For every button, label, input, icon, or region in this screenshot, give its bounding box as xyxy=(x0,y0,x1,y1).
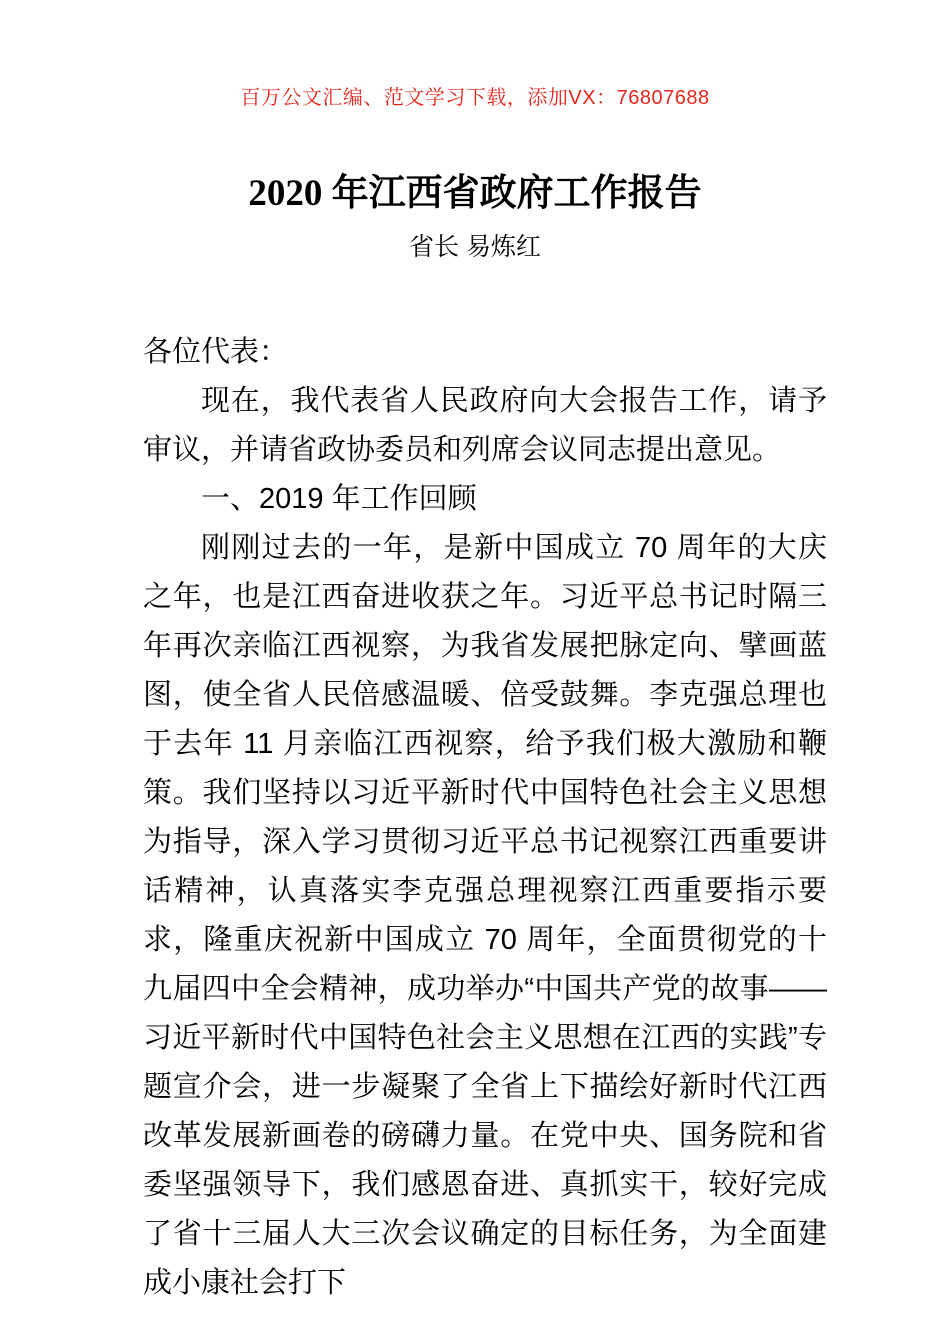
document-body xyxy=(143,328,827,1308)
document-title: 2020 年江西省政府工作报告 xyxy=(248,173,702,214)
promo-text: 百万公文汇编、范文学习下载，添加VX：76807688 xyxy=(240,87,710,109)
promo-banner xyxy=(0,0,950,112)
paragraph-review-body: 刚刚过去的一年，是新中国成立 70 周年的大庆之年，也是江西奋进收获之年。习近平总书记时隔三年再次亲临江西视察，为我省发展把脉定向、擘画蓝图，使全省人民倍感温暖、倍受鼓舞。李克强总理也于去年 11 月亲临江西视察，给予我们极大激励和鞭策。我们坚持以习近平新时代中国特色社会主义思想为指导，深入学习贯彻习近平总书记视察江西重要讲话精神，认真落实李克强总理视察江西重要指示要求，隆重庆祝新中国成立 70 周年，全面贯彻党的十九届四中全会精神，成功举办“中国共产党的故事——习近平新时代中国特色社会主义思想在江西的实践”专题宣介会，进一步凝聚了全省上下描绘好新时代江西改革发展新画卷的磅礴力量。在党中央、国务院和省委坚强领导下，我们感恩奋进、真抓实干，较好完成了省十三届人大三次会议确定的目标任务，为全面建成小康社会打下 xyxy=(143,532,827,1299)
paragraph-intro: 现在，我代表省人民政府向大会报告工作，请予审议，并请省政协委员和列席会议同志提出意见。 xyxy=(143,385,827,466)
paragraph-salutation: 各位代表： xyxy=(143,336,289,368)
document-subtitle: 省长 易炼红 xyxy=(409,233,541,261)
section-heading-2019-review: 一、2019 年工作回顾 xyxy=(201,483,477,515)
